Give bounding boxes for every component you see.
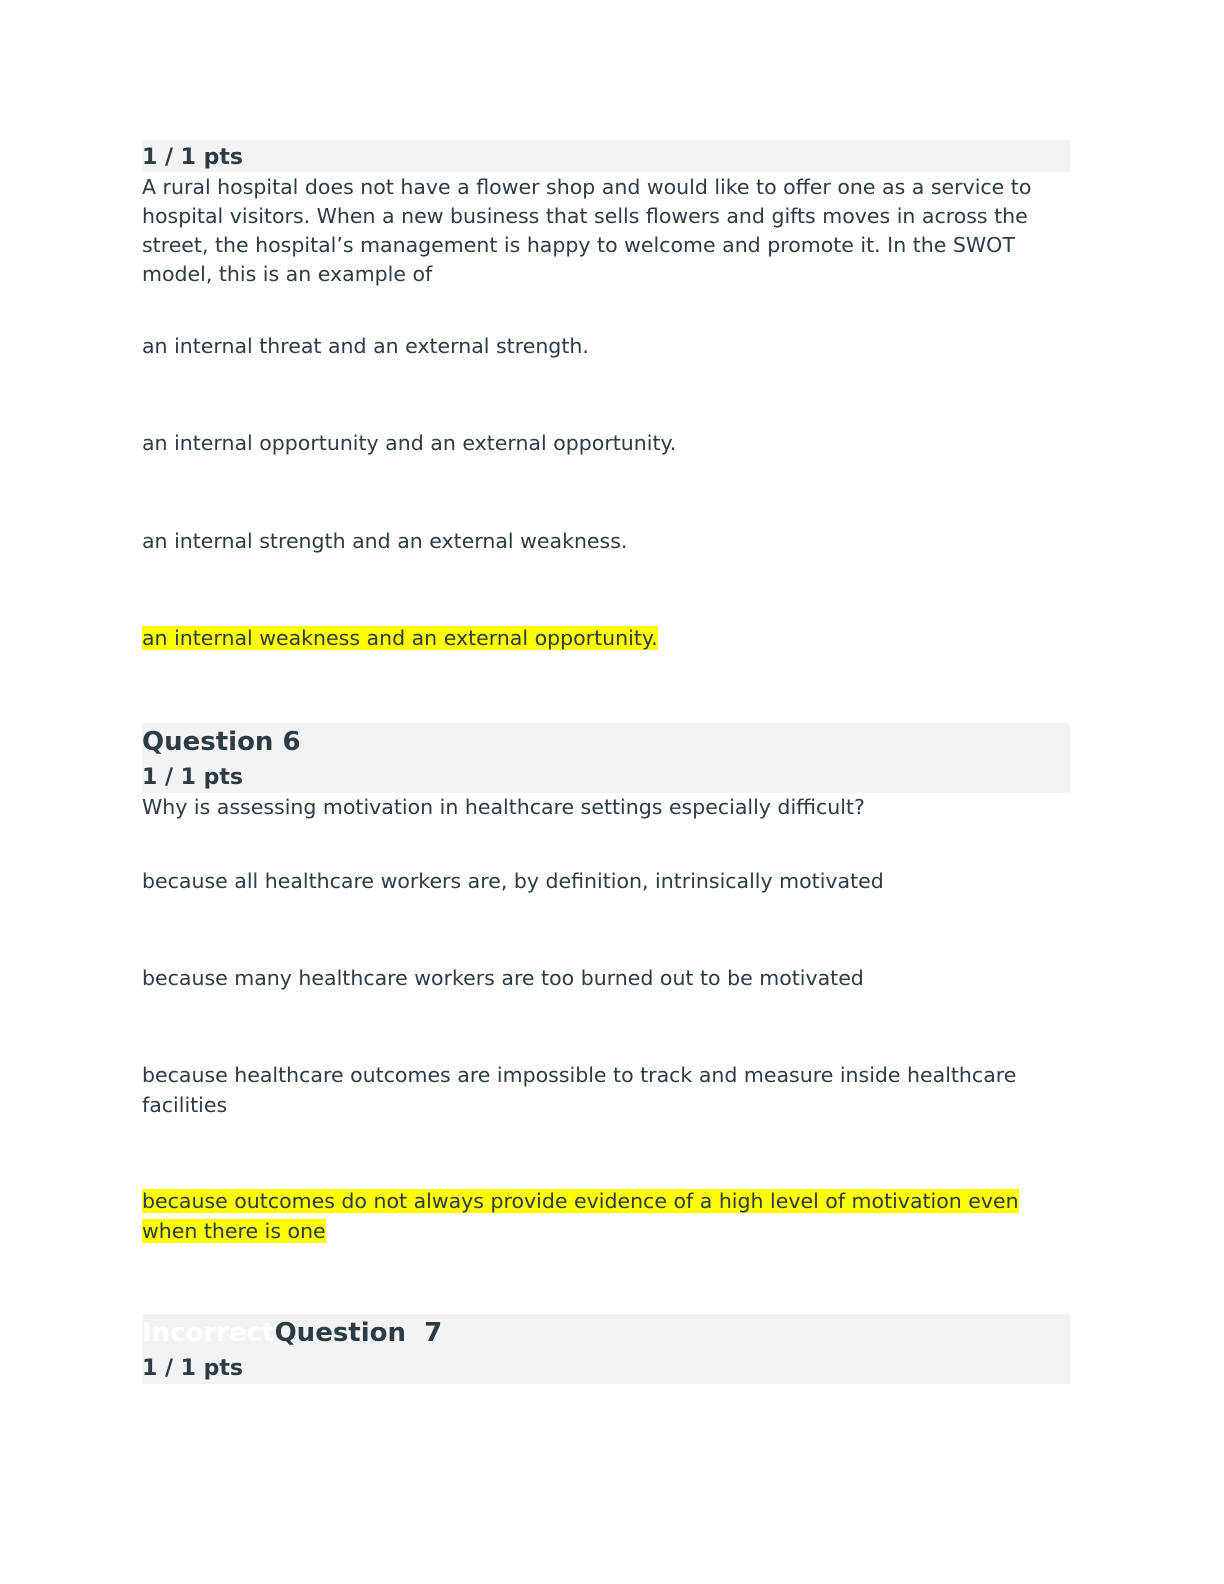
question-6-answer-4-highlighted-text: because outcomes do not always provide evidence of a high level of motivation even when there is one — [142, 1189, 1019, 1243]
question-6-answer-2[interactable]: because many healthcare workers are too burned out to be motivated — [142, 966, 864, 990]
question-5-answer-4[interactable] — [142, 623, 1042, 653]
question-6-title: Question 6 — [142, 727, 301, 757]
question-5-header — [142, 140, 1070, 172]
question-5-text: A rural hospital does not have a flower shop and would like to offer one as a service to hospital visitors. When a new business that sells flowers and gifts moves in across the street, the hospital’s management is happy to welcome and promote it. In the SWOT model, this is an example of — [142, 175, 1032, 286]
question-6-answer-4[interactable] — [142, 1186, 1032, 1246]
question-7-title-row — [142, 1317, 442, 1349]
question-7-title: Question 7 — [274, 1318, 443, 1348]
question-6-answer-1[interactable]: because all healthcare workers are, by definition, intrinsically motivated — [142, 869, 884, 893]
question-7-incorrect-label: Incorrect — [142, 1318, 275, 1348]
question-7-points: 1 / 1 pts — [142, 1356, 243, 1381]
question-6-points: 1 / 1 pts — [142, 765, 243, 790]
question-6-answer-3[interactable]: because healthcare outcomes are impossible to track and measure inside healthcare facilities — [142, 1063, 1017, 1117]
question-5-points: 1 / 1 pts — [142, 145, 243, 170]
question-5-answer-2[interactable]: an internal opportunity and an external opportunity. — [142, 431, 677, 455]
question-5-answer-3[interactable]: an internal strength and an external weakness. — [142, 529, 628, 553]
question-5-answer-4-highlighted-text: an internal weakness and an external opportunity. — [142, 626, 658, 650]
question-5-answer-1[interactable]: an internal threat and an external strength. — [142, 334, 589, 358]
question-6-text: Why is assessing motivation in healthcare settings especially difficult? — [142, 795, 865, 819]
